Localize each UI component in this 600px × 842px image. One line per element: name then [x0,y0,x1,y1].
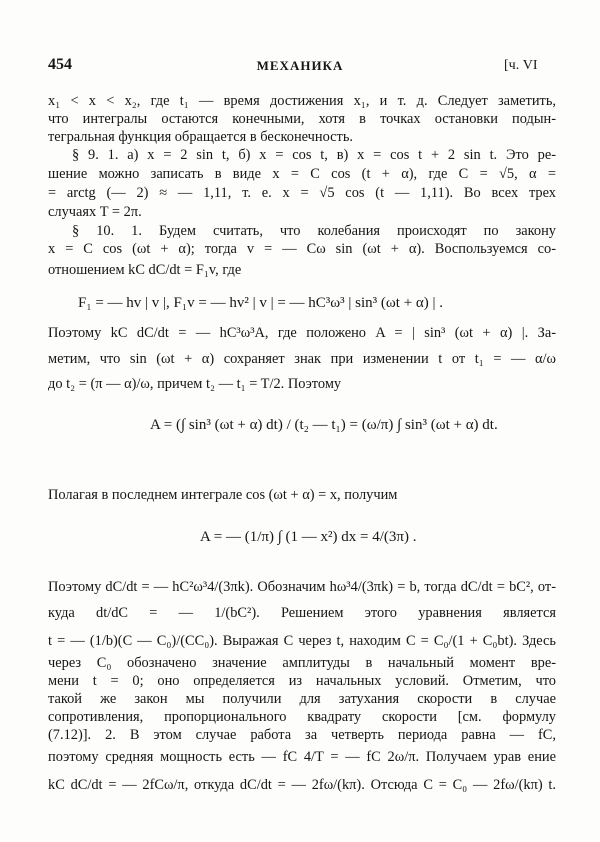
text-line: § 10. 1. Будем считать, что колебания происходят по закону [72,223,556,239]
equation: A = — (1/π) ∫ (1 — x²) dx = 4/(3π) . [200,529,417,545]
text-line: Поэтому kC dC/dt = — hC³ω³A, где положено A = | sin³ (ωt + α) |. За- [48,325,556,341]
page-number: 454 [48,56,72,73]
text-line: шение можно записать в виде x = C cos (t + α), где C = √5, α = [48,166,556,182]
text-line: такой же закон мы получили для затухания скорости в случае [48,691,556,707]
text-line: (7.12)]. 2. В этом случае работа за четверть периода равна — fC, [48,727,556,743]
text-line: kC dC/dt = — 2fCω/π, откуда dC/dt = — 2fω/(kπ). Отсюда C = C₀ — 2fω/(kπ) t. [48,777,556,793]
text-line: x₁ < x < x₂, где t₁ — время достижения x₁, и т. д. Следует заметить, [48,93,556,109]
text-line: через C₀ обозначено значение амплитуды в начальный момент вре- [48,655,556,671]
text-line: § 9. 1. a) x = 2 sin t, б) x = cos t, в) x = cos t + 2 sin t. Это ре- [72,147,556,163]
text-line: мени t = 0; оно определяется из начальных условий. Отметим, что [48,673,556,689]
text-line: до t₂ = (π — α)/ω, причем t₂ — t₁ = T/2. Поэтому [48,376,342,392]
text-line: x = C cos (ωt + α); тогда v = — Cω sin (ωt + α). Воспользуемся со- [48,241,556,257]
text-line: тегральная функция обращается в бесконечность. [48,129,354,145]
chapter-marker: [ч. VI [504,58,538,73]
text-line: отношением kC dC/dt = F₁v, где [48,262,242,278]
text-line: Полагая в последнем интеграле cos (ωt + α) = x, получим [48,487,398,503]
text-line: случаях T = 2π. [48,204,142,220]
equation: A = (∫ sin³ (ωt + α) dt) / (t₂ — t₁) = (ω/π) ∫ sin³ (ωt + α) dt. [150,417,498,433]
text-line: сопротивления, пропорционального квадрату скорости [см. формулу [48,709,556,725]
text-line: метим, что sin (ωt + α) сохраняет знак при изменении t от t₁ = — α/ω [48,351,556,367]
text-line: = arctg (— 2) ≈ — 1,11, т. е. x = √5 cos (t — 1,11). Во всех трех [48,185,556,201]
text-line: куда dt/dC = — 1/(bC²). Решением этого уравнения является [48,605,556,621]
text-line: Поэтому dC/dt = — hC²ω³4/(3πk). Обозначим hω³4/(3πk) = b, тогда dC/dt = bC², от- [48,579,556,595]
equation: F₁ = — hv | v |, F₁v = — hv² | v | = — hC³ω³ | sin³ (ωt + α) | . [78,295,444,311]
text-line: что интегралы остаются конечными, хотя в точках остановки подын- [48,111,556,127]
running-title: МЕХАНИКА [256,58,344,73]
text-line: поэтому средняя мощность есть — fC 4/T = — fC 2ω/π. Получаем урав ение [48,749,556,765]
text-line: t = — (1/b)(C — C₀)/(CC₀). Выражая C через t, находим C = C₀/(1 + C₀bt). Здесь [48,633,556,649]
